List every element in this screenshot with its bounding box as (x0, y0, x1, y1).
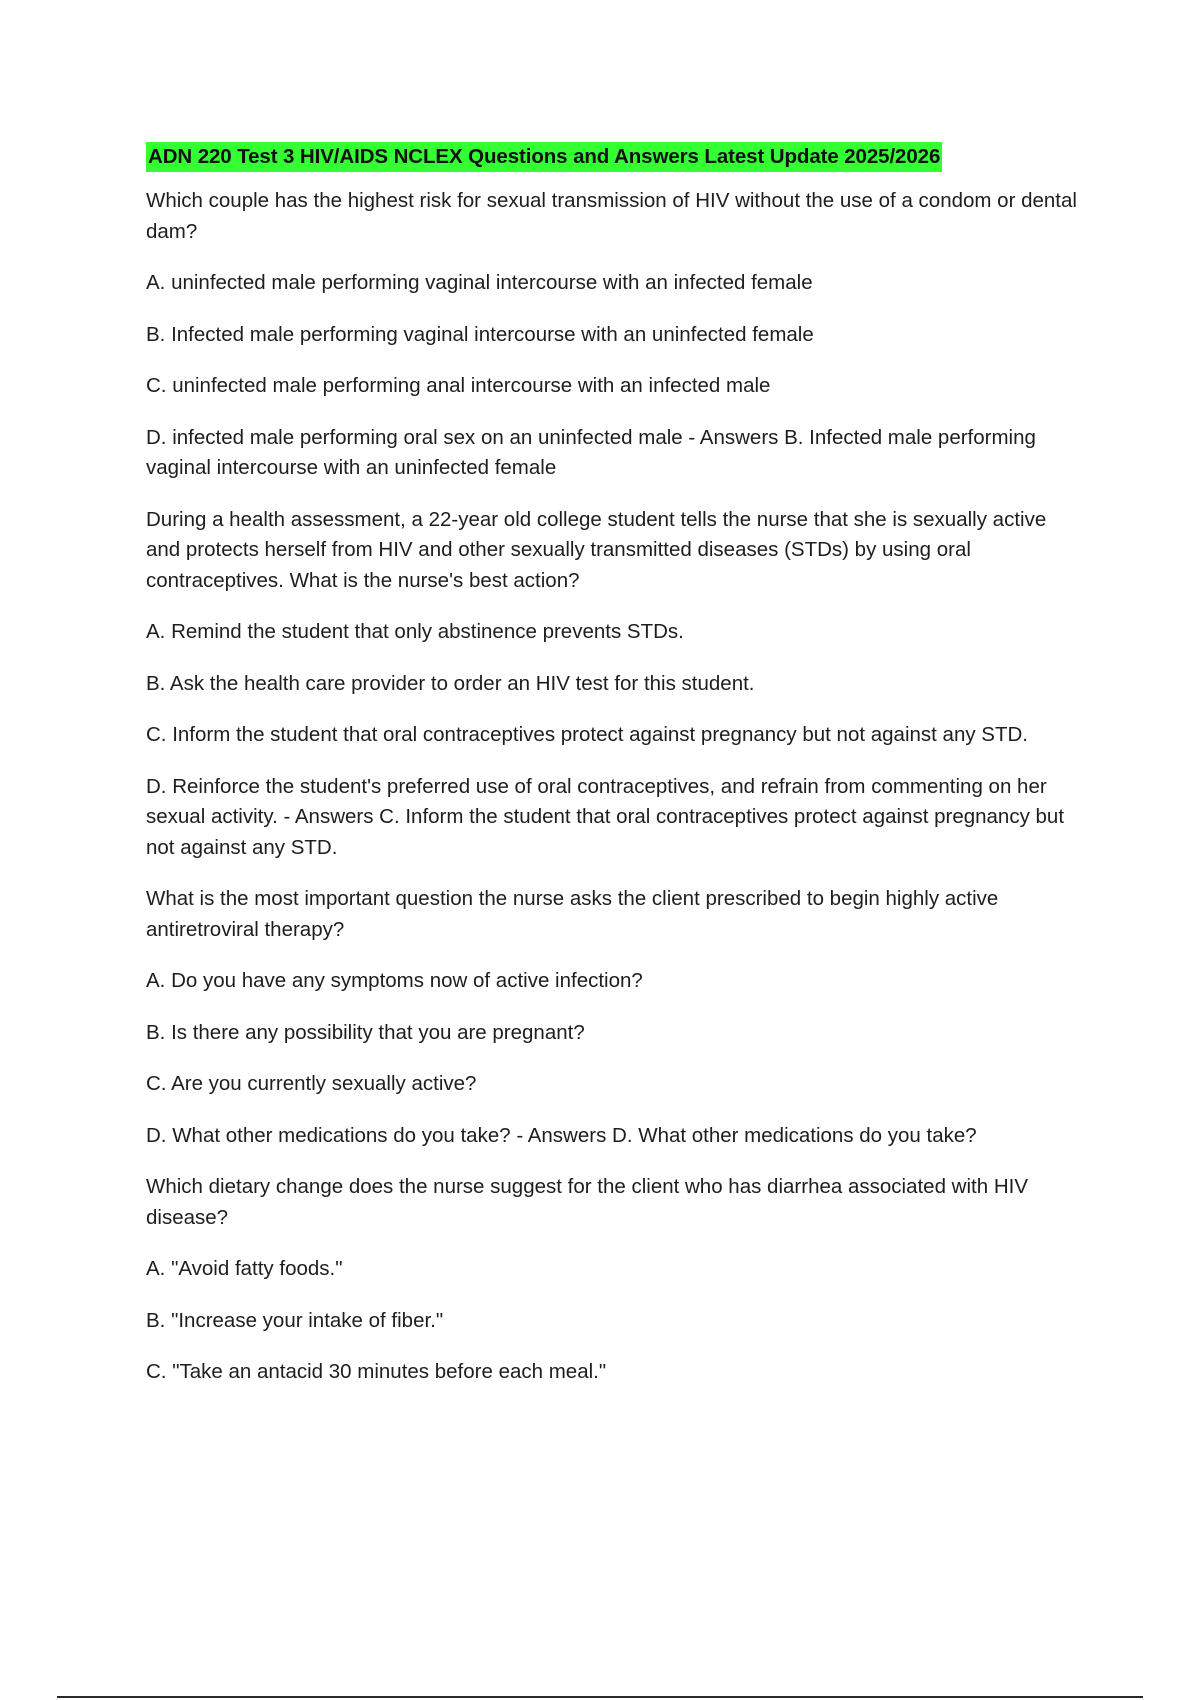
document-body (146, 142, 1086, 1409)
question-1-option-a: A. uninfected male performing vaginal intercourse with an infected female (146, 271, 813, 294)
document-title: ADN 220 Test 3 HIV/AIDS NCLEX Questions and Answers Latest Update 2025/2026 (146, 142, 942, 172)
question-3-stem: What is the most important question the nurse asks the client prescribed to begin highly active antiretroviral therapy? (146, 887, 999, 941)
question-1-option-b: B. Infected male performing vaginal intercourse with an uninfected female (146, 322, 814, 346)
question-2-option-d-answer: D. Reinforce the student's preferred use of oral contraceptives, and refrain from commenting on her sexual activity. - Answers C. Inform the student that oral contraceptives protect against pregnancy but not against any STD. (146, 774, 1065, 859)
question-4-option-c: C. "Take an antacid 30 minutes before each meal." (146, 1360, 607, 1383)
question-3-option-b: B. Is there any possibility that you are pregnant? (146, 1020, 585, 1044)
question-2-option-b: B. Ask the health care provider to order an HIV test for this student. (146, 671, 755, 695)
question-3-option-c: C. Are you currently sexually active? (146, 1072, 477, 1095)
question-4-option-b: B. "Increase your intake of fiber." (146, 1308, 444, 1332)
question-1-stem: Which couple has the highest risk for sexual transmission of HIV without the use of a condom or dental dam? (146, 189, 1077, 243)
page-bottom-divider (57, 1696, 1143, 1698)
question-1-option-d-answer: D. infected male performing oral sex on an uninfected male - Answers B. Infected male performing vaginal intercourse with an uninfected female (146, 425, 1036, 479)
question-1-option-c: C. uninfected male performing anal intercourse with an infected male (146, 374, 771, 397)
question-3-option-a: A. Do you have any symptoms now of active infection? (146, 969, 643, 992)
question-4-option-a: A. "Avoid fatty foods." (146, 1257, 343, 1280)
question-3-option-d-answer: D. What other medications do you take? - Answers D. What other medications do you take? (146, 1123, 977, 1147)
question-2-stem: During a health assessment, a 22-year old college student tells the nurse that she is sexually active and protects herself from HIV and other sexually transmitted diseases (STDs) by using oral contraceptives. What is the nurse's best action? (146, 507, 1047, 592)
question-2-option-c: C. Inform the student that oral contraceptives protect against pregnancy but not against any STD. (146, 723, 1028, 746)
question-4-stem: Which dietary change does the nurse suggest for the client who has diarrhea associated with HIV disease? (146, 1175, 1028, 1229)
question-2-option-a: A. Remind the student that only abstinence prevents STDs. (146, 620, 684, 643)
